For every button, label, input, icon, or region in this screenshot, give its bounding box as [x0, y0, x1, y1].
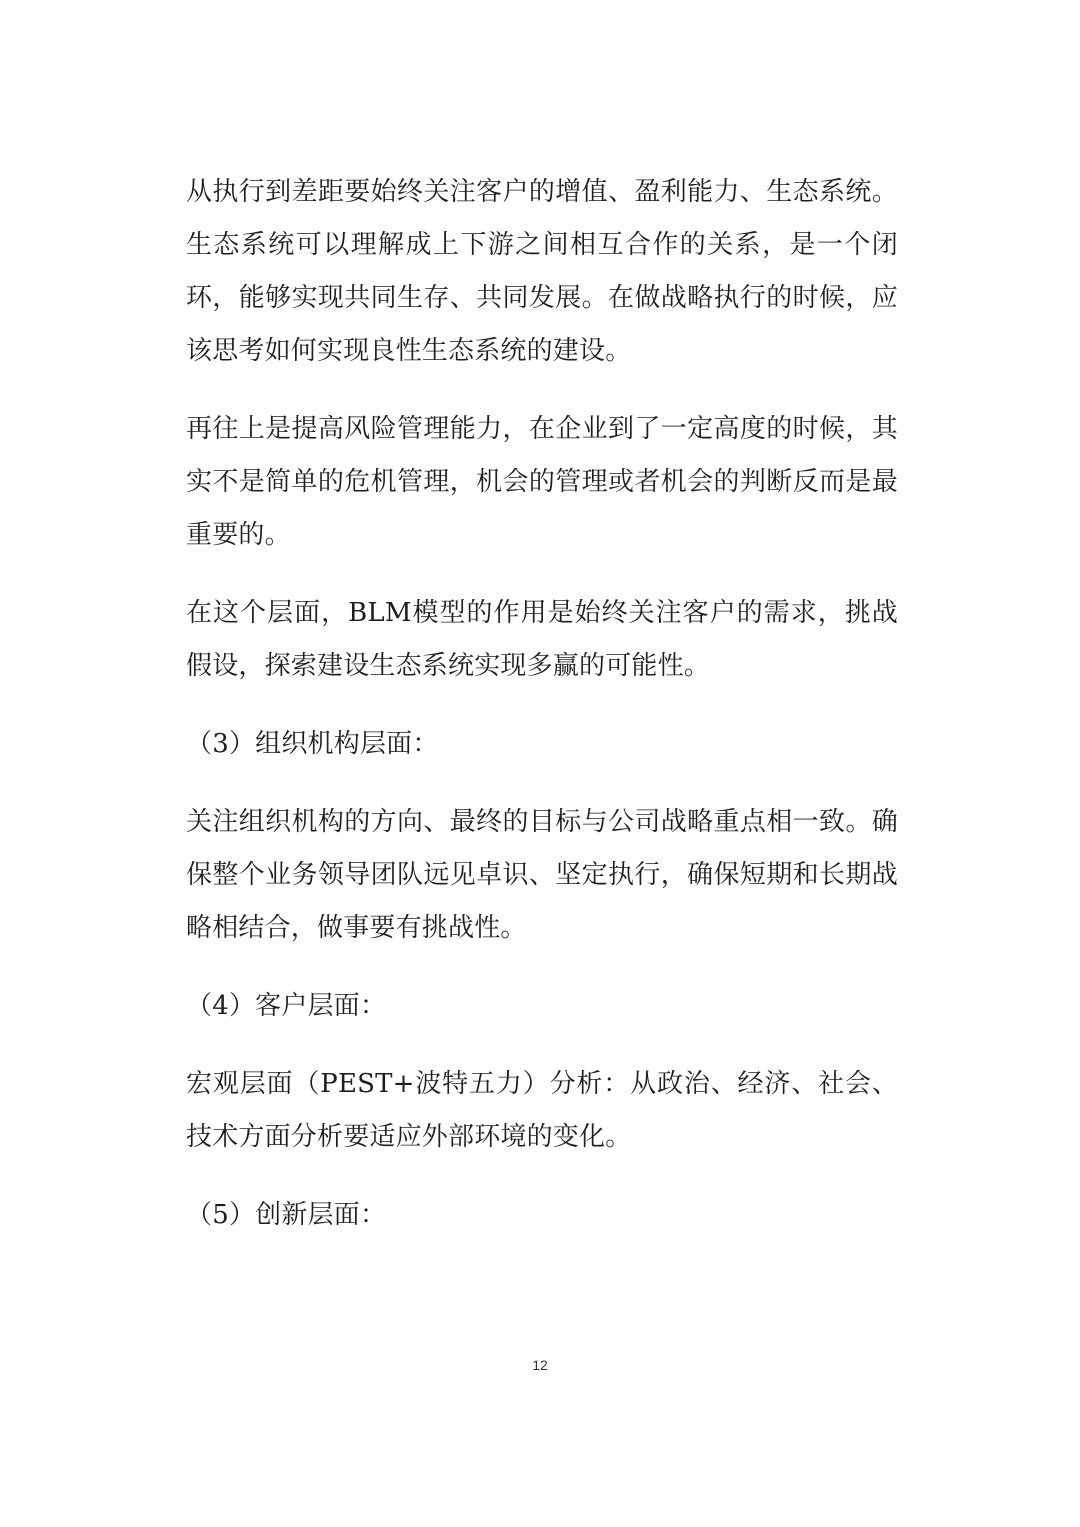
paragraph-organization: 关注组织机构的方向、最终的目标与公司战略重点相一致。确保整个业务领导团队远见卓识、坚定执行，确保短期和长期战略相结合，做事要有挑战性。 [186, 807, 898, 943]
paragraph-macro-analysis: 宏观层面（PEST+波特五力）分析：从政治、经济、社会、技术方面分析要适应外部环境的变化。 [186, 1069, 898, 1152]
page-body [186, 166, 898, 1267]
heading-organization-level: （3）组织机构层面： [186, 729, 439, 759]
paragraph-risk-management: 再往上是提高风险管理能力，在企业到了一定高度的时候，其实不是简单的危机管理，机会的管理或者机会的判断反而是最重要的。 [186, 414, 898, 550]
heading-innovation-level: （5）创新层面： [186, 1200, 387, 1230]
paragraph-ecosystem: 从执行到差距要始终关注客户的增值、盈利能力、生态系统。生态系统可以理解成上下游之间相互合作的关系，是一个闭环，能够实现共同生存、共同发展。在做战略执行的时候，应该思考如何实现良性生态系统的建设。 [186, 177, 898, 366]
paragraph-blm-model: 在这个层面，BLM模型的作用是始终关注客户的需求，挑战假设，探索建设生态系统实现多赢的可能性。 [186, 598, 898, 681]
page-number: 12 [532, 1357, 548, 1373]
heading-customer-level: （4）客户层面： [186, 991, 387, 1021]
